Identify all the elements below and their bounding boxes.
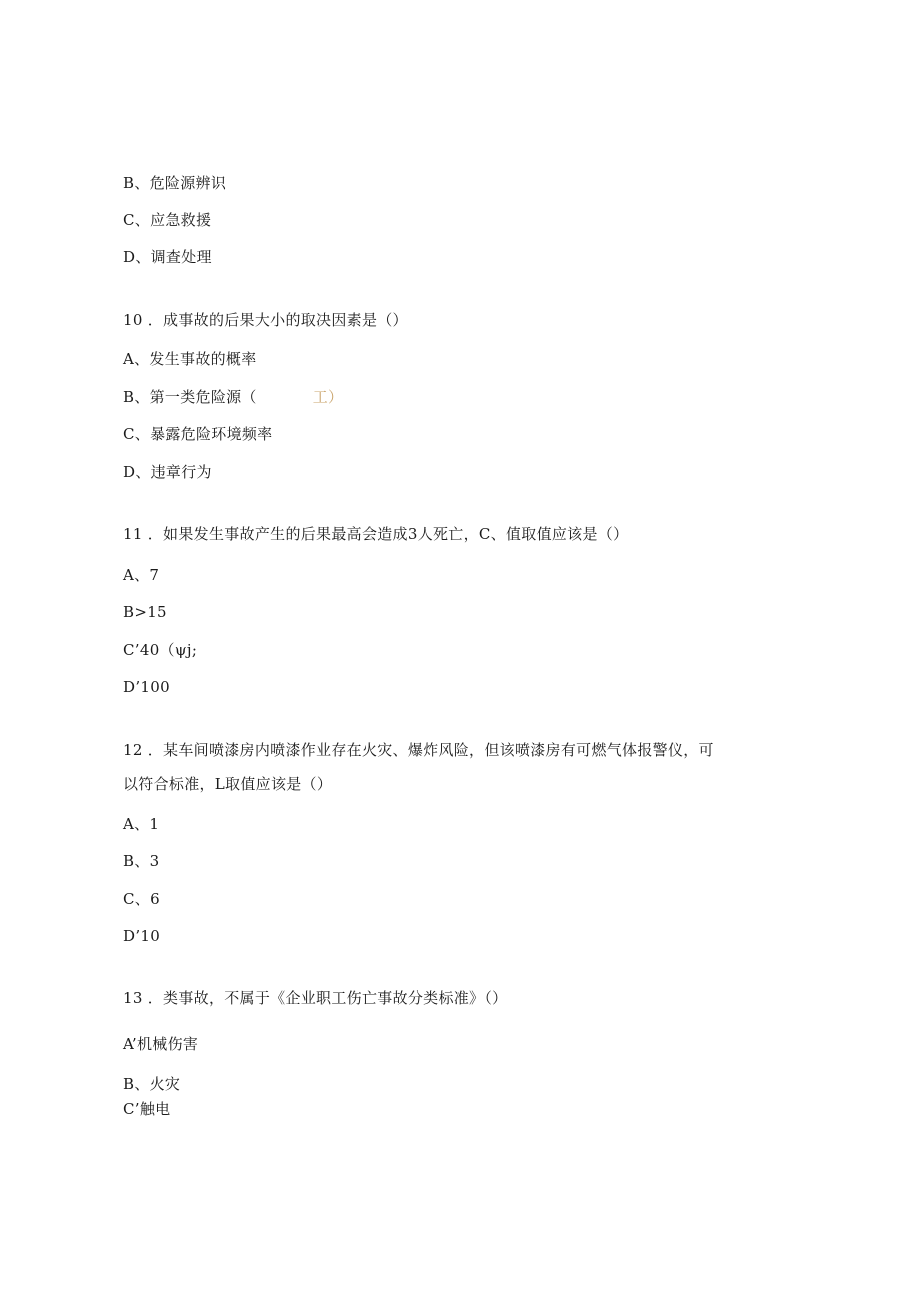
question-12-stem-line-1: 12 ．某车间喷漆房内喷漆作业存在火灾、爆炸风险，但该喷漆房有可燃气体报警仪，可	[123, 741, 714, 759]
handwritten-note: 工	[312, 388, 329, 406]
question-13-option-a: A’机械伤害	[123, 1035, 199, 1053]
question-11-stem: 11 ．如果发生事故产生的后果最高会造成3人死亡，C、值取值应该是（）	[123, 525, 629, 543]
question-13-option-b: B、火灾	[123, 1075, 181, 1093]
question-13-stem: 13 ．类事故，不属于《企业职工伤亡事故分类标准》（）	[123, 989, 508, 1007]
question-12-option-c: C、6	[123, 890, 160, 908]
question-12-stem-line-2: 以符合标准，L取值应该是（）	[123, 775, 333, 793]
question-11-option-d: D’100	[123, 678, 170, 696]
question-10-option-d: D、违章行为	[123, 463, 212, 481]
question-10-option-b	[123, 387, 343, 407]
question-11-option-c: C’40（ψj;	[123, 641, 198, 659]
question-12-option-a: A、1	[123, 815, 160, 833]
prev-option-b: B、危险源辨识	[123, 174, 227, 192]
question-12-option-b: B、3	[123, 852, 160, 870]
question-10-stem: 10 ．成事故的后果大小的取决因素是（）	[123, 311, 408, 329]
question-13-option-c: C’触电	[123, 1100, 171, 1118]
question-10-option-c: C、暴露危险环境频率	[123, 425, 273, 443]
option-b-close: ）	[328, 388, 344, 406]
question-12-option-d: D’10	[123, 927, 161, 945]
option-b-main: B、第一类危险源（	[123, 388, 257, 406]
prev-option-d: D、调查处理	[123, 248, 212, 266]
prev-option-c: C、应急救援	[123, 211, 212, 229]
question-11-option-b: B>15	[123, 603, 167, 621]
question-10-option-a: A、发生事故的概率	[123, 350, 257, 368]
question-11-option-a: A、7	[123, 566, 160, 584]
